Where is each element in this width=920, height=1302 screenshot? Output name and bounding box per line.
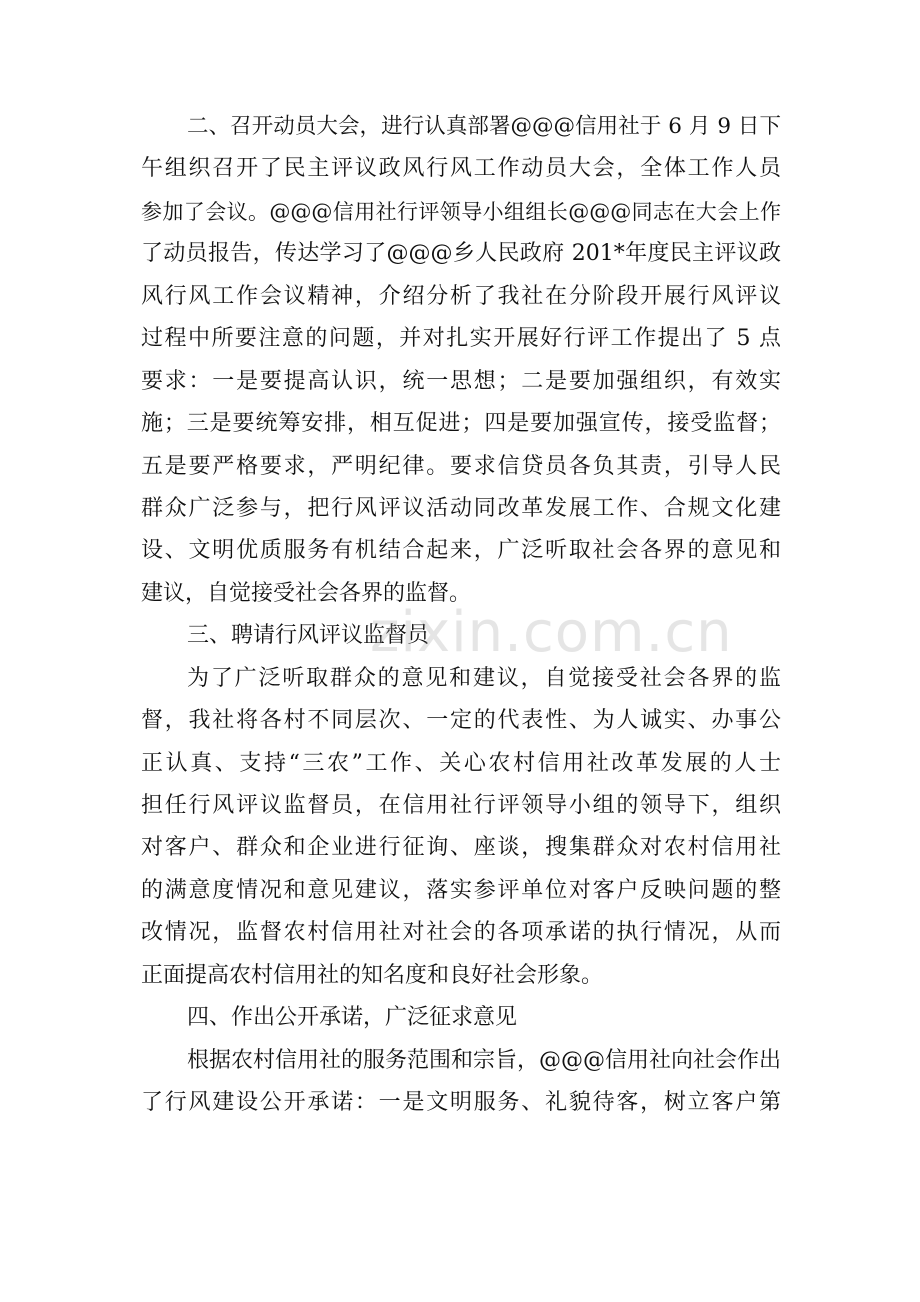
paragraph-line: 五是要严格要求，严明纪律。要求信贷员各负其责，引导人民 [141, 453, 781, 479]
paragraph-line: 过程中所要注意的问题，并对扎实开展好行评工作提出了 5 点 [141, 326, 781, 352]
watermark: zixin.com.cn [370, 600, 733, 665]
paragraph-line: 对客户、群众和企业进行征询、座谈，搜集群众对农村信用社 [141, 835, 781, 861]
document-body [141, 106, 781, 1125]
paragraph-line: 正面提高农村信用社的知名度和良好社会形象。 [141, 962, 604, 988]
paragraph-line: 担任行风评议监督员，在信用社行评领导小组的领导下，组织 [141, 793, 781, 818]
paragraph-line: 根据农村信用社的服务范围和宗旨，@@@信用社向社会作出 [187, 1047, 782, 1073]
section-heading: 三、聘请行风评议监督员 [187, 623, 430, 649]
paragraph-line: 设、文明优质服务有机结合起来，广泛听取社会各界的意见和 [141, 538, 781, 564]
paragraph-line: 了动员报告，传达学习了@@@乡人民政府 201*年度民主评议政 [141, 241, 781, 267]
paragraph-line: 午组织召开了民主评议政风行风工作动员大会，全体工作人员 [141, 156, 781, 182]
paragraph-line: 要求：一是要提高认识，统一思想；二是要加强组织，有效实 [141, 368, 781, 394]
paragraph-line: 群众广泛参与，把行风评议活动同改革发展工作、合规文化建 [141, 495, 781, 521]
paragraph-line: 的满意度情况和意见建议，落实参评单位对客户反映问题的整 [141, 877, 781, 903]
paragraph-line: 为了广泛听取群众的意见和建议，自觉接受社会各界的监 [187, 665, 781, 691]
paragraph-line: 正认真、支持“三农”工作、关心农村信用社改革发展的人士 [141, 750, 781, 776]
paragraph-line: 参加了会议。@@@信用社行评领导小组组长@@@同志在大会上作 [141, 199, 781, 224]
paragraph-line: 施；三是要统筹安排，相互促进；四是要加强宣传，接受监督； [141, 411, 781, 437]
paragraph-line: 二、召开动员大会，进行认真部署@@@信用社于 6 月 9 日下 [187, 114, 781, 139]
paragraph-line: 督，我社将各村不同层次、一定的代表性、为人诚实、办事公 [141, 708, 781, 734]
paragraph-line: 风行风工作会议精神，介绍分析了我社在分阶段开展行风评议 [141, 283, 781, 309]
paragraph-line: 了行风建设公开承诺：一是文明服务、礼貌待客，树立客户第 [141, 1090, 781, 1116]
paragraph-line: 改情况，监督农村信用社对社会的各项承诺的执行情况，从而 [141, 920, 781, 946]
section-heading: 四、作出公开承诺，广泛征求意见 [187, 1005, 518, 1031]
paragraph-line: 建议，自觉接受社会各界的监督。 [141, 580, 472, 606]
